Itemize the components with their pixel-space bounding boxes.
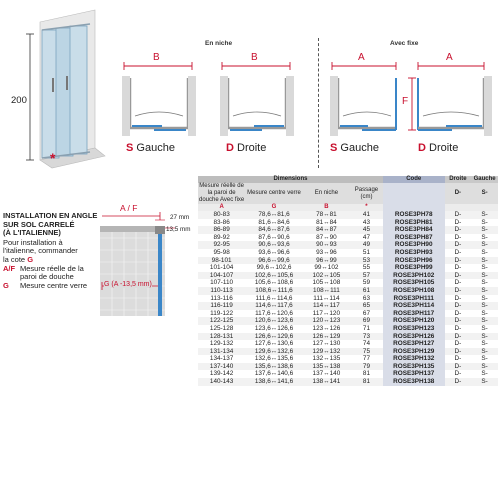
- table-row: [198, 264, 498, 272]
- cell-gauche: S-: [471, 226, 498, 234]
- cell-code: ROSE3PH87: [383, 234, 445, 242]
- cell-code: ROSE3PH129: [383, 348, 445, 356]
- cell-code: ROSE3PH84: [383, 226, 445, 234]
- cell-range-b: 129↔132: [303, 348, 350, 356]
- cell-range-a: 107-110: [198, 279, 245, 287]
- cell-range-g: 114,6↔117,6: [245, 302, 303, 310]
- cell-range-b: 102↔105: [303, 272, 350, 280]
- table-row: [198, 272, 498, 280]
- cell-passage: 75: [350, 348, 383, 356]
- cell-range-g: 93,6↔96,6: [245, 249, 303, 257]
- cell-passage: 79: [350, 363, 383, 371]
- cell-code: ROSE3PH120: [383, 317, 445, 325]
- cell-passage: 43: [350, 219, 383, 227]
- table-row: [198, 226, 498, 234]
- cell-range-g: 102,6↔105,6: [245, 272, 303, 280]
- cell-gauche: S-: [471, 211, 498, 219]
- cell-range-a: 119-122: [198, 310, 245, 318]
- group-dimensions: Dimensions: [198, 176, 383, 183]
- legend-g: [3, 282, 103, 291]
- cell-range-b: 132↔135: [303, 355, 350, 363]
- cell-range-b: 78↔81: [303, 211, 350, 219]
- cell-gauche: S-: [471, 363, 498, 371]
- cell-code: ROSE3PH127: [383, 340, 445, 348]
- cell-gauche: S-: [471, 295, 498, 303]
- legend-key: A/F: [3, 263, 16, 273]
- cell-range-b: 117↔120: [303, 310, 350, 318]
- cell-range-b: 127↔130: [303, 340, 350, 348]
- cell-range-g: 111,6↔114,6: [245, 295, 303, 303]
- table-row: [198, 325, 498, 333]
- table-row: [198, 333, 498, 341]
- table-row: [198, 287, 498, 295]
- cell-passage: 41: [350, 211, 383, 219]
- legend-af: [3, 265, 103, 282]
- cell-range-g: 127,6↔130,6: [245, 340, 303, 348]
- fixe-f-label: F: [402, 96, 409, 107]
- cell-range-a: 116-119: [198, 302, 245, 310]
- cell-range-g: 137,6↔140,6: [245, 370, 303, 378]
- cell-range-a: 95-98: [198, 249, 245, 257]
- table-row: [198, 317, 498, 325]
- niche-dim-label-1: B: [153, 52, 160, 63]
- cell-gauche: S-: [471, 219, 498, 227]
- cell-range-b: 96↔99: [303, 257, 350, 265]
- cell-range-b: 90↔93: [303, 241, 350, 249]
- cell-droite: D-: [445, 249, 472, 257]
- cell-code: ROSE3PH117: [383, 310, 445, 318]
- table-row: [198, 363, 498, 371]
- cell-droite: D-: [445, 370, 472, 378]
- cell-gauche: S-: [471, 272, 498, 280]
- cell-droite: D-: [445, 317, 472, 325]
- cell-range-a: 128-131: [198, 333, 245, 341]
- niche-dim-label-2: B: [251, 52, 258, 63]
- cell-range-g: 81,6↔84,6: [245, 219, 303, 227]
- table-row: [198, 219, 498, 227]
- cell-code: ROSE3PH102: [383, 272, 445, 280]
- cell-code: ROSE3PH132: [383, 355, 445, 363]
- cell-range-a: 104-107: [198, 272, 245, 280]
- cell-range-a: 80-83: [198, 211, 245, 219]
- cell-code: ROSE3PH105: [383, 279, 445, 287]
- cell-range-g: 126,6↔129,6: [245, 333, 303, 341]
- front-marker: *: [50, 150, 56, 166]
- cell-range-b: 105↔108: [303, 279, 350, 287]
- letter-a: A: [198, 204, 245, 211]
- cell-range-g: 96,6↔99,6: [245, 257, 303, 265]
- cell-droite: D-: [445, 279, 472, 287]
- cell-range-b: 126↔129: [303, 333, 350, 341]
- cell-code: ROSE3PH123: [383, 325, 445, 333]
- cell-gauche: S-: [471, 325, 498, 333]
- cell-gauche: S-: [471, 378, 498, 386]
- installation-intro: [3, 239, 103, 265]
- intro-letter: G: [27, 254, 34, 264]
- spec-table-body: [198, 211, 498, 386]
- cell-gauche: S-: [471, 340, 498, 348]
- cell-code: ROSE3PH90: [383, 241, 445, 249]
- fixe-dim-label-1: A: [358, 52, 365, 63]
- cell-passage: 51: [350, 249, 383, 257]
- cell-range-a: 83-86: [198, 219, 245, 227]
- cell-range-a: 86-89: [198, 226, 245, 234]
- cell-range-b: 87↔90: [303, 234, 350, 242]
- table-row: [198, 302, 498, 310]
- fixe-dim-label-2: A: [446, 52, 453, 63]
- table-row: [198, 355, 498, 363]
- cell-range-a: 139-142: [198, 370, 245, 378]
- cell-code: ROSE3PH114: [383, 302, 445, 310]
- cell-passage: 69: [350, 317, 383, 325]
- cell-range-b: 111↔114: [303, 295, 350, 303]
- cell-gauche: S-: [471, 279, 498, 287]
- cell-droite: D-: [445, 234, 472, 242]
- cell-droite: D-: [445, 355, 472, 363]
- installation-title-line: SUR SOL CARRELÉ: [3, 219, 75, 229]
- height-label: 200: [11, 95, 27, 106]
- legend-text: paroi de douche: [20, 272, 74, 282]
- installation-intro-line: Pour installation à: [3, 237, 63, 247]
- cell-range-b: 120↔123: [303, 317, 350, 325]
- cell-passage: 65: [350, 302, 383, 310]
- shower-illustration: [0, 0, 110, 175]
- cell-range-a: 101-104: [198, 264, 245, 272]
- cell-code: ROSE3PH96: [383, 257, 445, 265]
- cell-range-a: 129-132: [198, 340, 245, 348]
- table-row: [198, 257, 498, 265]
- cell-droite: D-: [445, 302, 472, 310]
- cell-code: ROSE3PH81: [383, 219, 445, 227]
- cell-droite: D-: [445, 333, 472, 341]
- letter-star: *: [350, 204, 383, 211]
- cell-range-b: 123↔126: [303, 325, 350, 333]
- cell-range-a: 98-101: [198, 257, 245, 265]
- side-letter-gauche: S-: [471, 183, 498, 204]
- letter-b: B: [303, 204, 350, 211]
- af-dim-label: A / F: [120, 203, 138, 213]
- cell-code: ROSE3PH137: [383, 370, 445, 378]
- cell-droite: D-: [445, 272, 472, 280]
- legend-text: Mesure réelle de la: [20, 263, 84, 273]
- sub-header-code-blank: [383, 183, 445, 204]
- cell-droite: D-: [445, 257, 472, 265]
- sub-header-a: Mesure réelle de la paroi de douche Avec fixe: [199, 183, 245, 203]
- cell-code: ROSE3PH99: [383, 264, 445, 272]
- cell-range-a: 125-128: [198, 325, 245, 333]
- legend-text: Mesure centre verre: [20, 280, 88, 290]
- cell-passage: 57: [350, 272, 383, 280]
- cell-code: ROSE3PH108: [383, 287, 445, 295]
- cell-gauche: S-: [471, 241, 498, 249]
- sub-header-passage: Passage (cm): [350, 183, 383, 204]
- cell-range-a: 131-134: [198, 348, 245, 356]
- cell-range-a: 89-92: [198, 234, 245, 242]
- cell-code: ROSE3PH135: [383, 363, 445, 371]
- cell-droite: D-: [445, 287, 472, 295]
- table-row: [198, 348, 498, 356]
- table-row: [198, 310, 498, 318]
- cell-range-g: 132,6↔135,6: [245, 355, 303, 363]
- cell-range-a: 137-140: [198, 363, 245, 371]
- cell-droite: D-: [445, 378, 472, 386]
- cell-gauche: S-: [471, 370, 498, 378]
- installation-intro-line: l'italienne, commander: [3, 246, 78, 256]
- cell-range-b: 137↔140: [303, 370, 350, 378]
- cell-range-g: 129,6↔132,6: [245, 348, 303, 356]
- header-en-niche: En niche: [205, 40, 233, 47]
- table-row: [198, 295, 498, 303]
- cell-droite: D-: [445, 325, 472, 333]
- installation-block: [3, 212, 103, 290]
- cell-passage: 61: [350, 287, 383, 295]
- letter-code-blank: [383, 204, 445, 211]
- sub-header-b: En niche: [303, 183, 350, 204]
- cell-range-g: 78,6↔81,6: [245, 211, 303, 219]
- cell-passage: 67: [350, 310, 383, 318]
- header-avec-fixe: Avec fixe: [390, 40, 419, 47]
- cell-code: ROSE3PH111: [383, 295, 445, 303]
- col-droite: Droite: [445, 176, 472, 183]
- col-code: Code: [383, 176, 445, 183]
- table-row: [198, 340, 498, 348]
- niche-diagram-droite: [220, 62, 294, 136]
- cell-passage: 47: [350, 234, 383, 242]
- cell-droite: D-: [445, 348, 472, 356]
- cell-range-g: 108,6↔111,6: [245, 287, 303, 295]
- letter-blank: [445, 204, 472, 211]
- fixe-caption-1: S Gauche: [330, 142, 379, 154]
- cell-passage: 81: [350, 378, 383, 386]
- cell-gauche: S-: [471, 287, 498, 295]
- table-row: [198, 241, 498, 249]
- cell-passage: 81: [350, 370, 383, 378]
- cell-range-b: 81↔84: [303, 219, 350, 227]
- cell-gauche: S-: [471, 348, 498, 356]
- fixe-diagram-gauche: [330, 62, 396, 136]
- cell-passage: 74: [350, 340, 383, 348]
- letter-g: G: [245, 204, 303, 211]
- cell-code: ROSE3PH138: [383, 378, 445, 386]
- cell-passage: 71: [350, 325, 383, 333]
- cell-range-g: 117,6↔120,6: [245, 310, 303, 318]
- g-dim-label: G (A -13,5 mm): [104, 281, 152, 288]
- table-row: [198, 370, 498, 378]
- cell-range-a: 140-143: [198, 378, 245, 386]
- cell-range-b: 114↔117: [303, 302, 350, 310]
- cell-passage: 55: [350, 264, 383, 272]
- fixe-diagram-droite: [408, 62, 492, 136]
- cell-droite: D-: [445, 211, 472, 219]
- cell-passage: 59: [350, 279, 383, 287]
- legend-key: G: [3, 280, 9, 290]
- cell-range-a: 110-113: [198, 287, 245, 295]
- cell-gauche: S-: [471, 302, 498, 310]
- cell-passage: 73: [350, 333, 383, 341]
- cell-range-g: 138,6↔141,6: [245, 378, 303, 386]
- cell-range-b: 135↔138: [303, 363, 350, 371]
- cell-gauche: S-: [471, 249, 498, 257]
- cell-range-g: 90,6↔93,6: [245, 241, 303, 249]
- cell-range-b: 84↔87: [303, 226, 350, 234]
- cell-gauche: S-: [471, 333, 498, 341]
- installation-intro-line: la cote: [3, 254, 28, 264]
- cell-droite: D-: [445, 226, 472, 234]
- cell-droite: D-: [445, 219, 472, 227]
- dim-13-label: 13,5 mm: [166, 226, 191, 233]
- cell-droite: D-: [445, 264, 472, 272]
- cell-range-g: 87,6↔90,6: [245, 234, 303, 242]
- cell-range-b: 99↔102: [303, 264, 350, 272]
- cell-range-g: 84,6↔87,6: [245, 226, 303, 234]
- cell-gauche: S-: [471, 264, 498, 272]
- installation-title: [3, 212, 103, 238]
- cell-droite: D-: [445, 241, 472, 249]
- cell-passage: 77: [350, 355, 383, 363]
- cell-passage: 63: [350, 295, 383, 303]
- cell-range-g: 135,6↔138,6: [245, 363, 303, 371]
- cell-droite: D-: [445, 310, 472, 318]
- cell-range-b: 93↔96: [303, 249, 350, 257]
- cell-range-g: 123,6↔126,6: [245, 325, 303, 333]
- cell-range-b: 108↔111: [303, 287, 350, 295]
- cell-gauche: S-: [471, 257, 498, 265]
- niche-caption-2: D Droite: [226, 142, 267, 154]
- cell-code: ROSE3PH93: [383, 249, 445, 257]
- cell-droite: D-: [445, 295, 472, 303]
- table-row: [198, 234, 498, 242]
- cell-range-a: 113-116: [198, 295, 245, 303]
- table-row: [198, 279, 498, 287]
- cell-code: ROSE3PH78: [383, 211, 445, 219]
- cell-range-g: 105,6↔108,6: [245, 279, 303, 287]
- installation-title-line: (À L'ITALIENNE): [3, 228, 61, 238]
- table-row: [198, 211, 498, 219]
- cell-range-a: 122-125: [198, 317, 245, 325]
- letter-blank: [471, 204, 498, 211]
- fixe-caption-2: D Droite: [418, 142, 459, 154]
- installation-title-line: INSTALLATION EN ANGLE: [3, 211, 98, 220]
- cell-droite: D-: [445, 363, 472, 371]
- cell-passage: 49: [350, 241, 383, 249]
- cell-droite: D-: [445, 340, 472, 348]
- niche-diagram-gauche: [122, 62, 196, 136]
- cell-gauche: S-: [471, 317, 498, 325]
- cell-range-a: 92-95: [198, 241, 245, 249]
- cell-code: ROSE3PH126: [383, 333, 445, 341]
- col-gauche: Gauche: [471, 176, 498, 183]
- cell-gauche: S-: [471, 355, 498, 363]
- cell-gauche: S-: [471, 234, 498, 242]
- side-letter-droite: D-: [445, 183, 472, 204]
- cell-range-g: 120,6↔123,6: [245, 317, 303, 325]
- cell-range-b: 138↔141: [303, 378, 350, 386]
- cell-gauche: S-: [471, 310, 498, 318]
- cell-range-a: 134-137: [198, 355, 245, 363]
- cell-passage: 53: [350, 257, 383, 265]
- table-row: [198, 378, 498, 386]
- cell-range-g: 99,6↔102,6: [245, 264, 303, 272]
- sub-header-g: Mesure centre verre: [245, 183, 303, 204]
- dim-27-label: 27 mm: [170, 214, 190, 221]
- table-row: [198, 249, 498, 257]
- spec-table: [198, 176, 498, 386]
- cell-passage: 45: [350, 226, 383, 234]
- niche-caption-1: S Gauche: [126, 142, 175, 154]
